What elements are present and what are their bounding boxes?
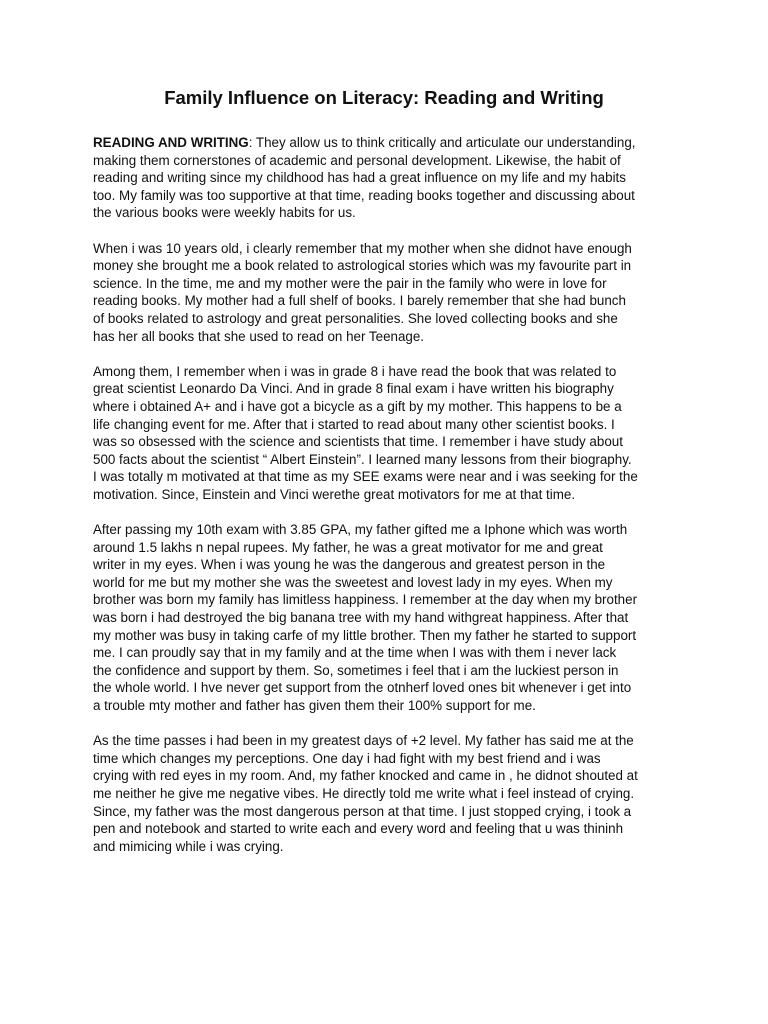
intro-paragraph <box>93 134 638 222</box>
document-title: Family Influence on Literacy: Reading and Writing <box>164 87 604 108</box>
intro-text: : They allow us to think critically and articulate our understanding, making them cornerstones of academic and personal development. Likewise, the habit of reading and writing since my childhood has had a great influence on my life and my habits too. My family was too supportive at that time, reading books together and discussing about the various books were weekly habits for us. <box>93 135 636 221</box>
intro-lead: READING AND WRITING <box>93 135 249 150</box>
paragraph-grade-8: Among them, I remember when i was in grade 8 i have read the book that was related to great scientist Leonardo Da Vinci. And in grade 8 final exam i have written his biography where i obtained A+ and i have got a bicycle as a gift by my mother. This happens to be a life changing event for me. After that i started to read about many other scientist books. I was so obsessed with the science and scientists that time. I remember i have study about 500 facts about the scientist “ Albert Einstein”. I learned many lessons from their biography. I was totally m motivated at that time as my SEE exams were near and i was seeking for the motivation. Since, Einstein and Vinci werethe great motivators for me at that time. <box>93 363 638 502</box>
paragraph-plus-two: As the time passes i had been in my greatest days of +2 level. My father has said me at the time which changes my perceptions. One day i had fight with my best friend and i was crying with red eyes in my room. And, my father knocked and came in , he didnot shouted at me neither he give me negative vibes. He directly told me write what i feel instead of crying. Since, my father was the most dangerous person at that time. I just stopped crying, i took a pen and notebook and started to write each and every word and feeling that u was thininh and mimicing while i was crying. <box>93 733 638 854</box>
paragraph-father: After passing my 10th exam with 3.85 GPA, my father gifted me a Iphone which was worth around 1.5 lakhs n nepal rupees. My father, he was a great motivator for me and great writer in my eyes. When i was young he was the dangerous and greatest person in the world for me but my mother she was the sweetest and lovest lady in my eyes. When my brother was born my family has limitless happiness. I remember at the day when my brother was born i had destroyed the big banana tree with my hand withgreat happiness. After that my mother was busy in taking carfe of my little brother. Then my father he started to support me. I can proudly say that in my family and at the time when I was with them i never lack the confidence and support by them. So, sometimes i feel that i am the luckiest person in the whole world. I hve never get support from the otnherf loved ones bit whenever i get into a trouble mty mother and father has given them their 100% support for me. <box>93 522 638 713</box>
document-body <box>93 134 638 873</box>
paragraph-childhood: When i was 10 years old, i clearly remember that my mother when she didnot have enough money she brought me a book related to astrological stories which was my favourite part in science. In the time, me and my mother were the pair in the family who were in love for reading books. My mother had a full shelf of books. I barely remember that she had bunch of books related to astrology and great personalities. She loved collecting books and she has her all books that she used to read on her Teenage. <box>93 240 632 344</box>
